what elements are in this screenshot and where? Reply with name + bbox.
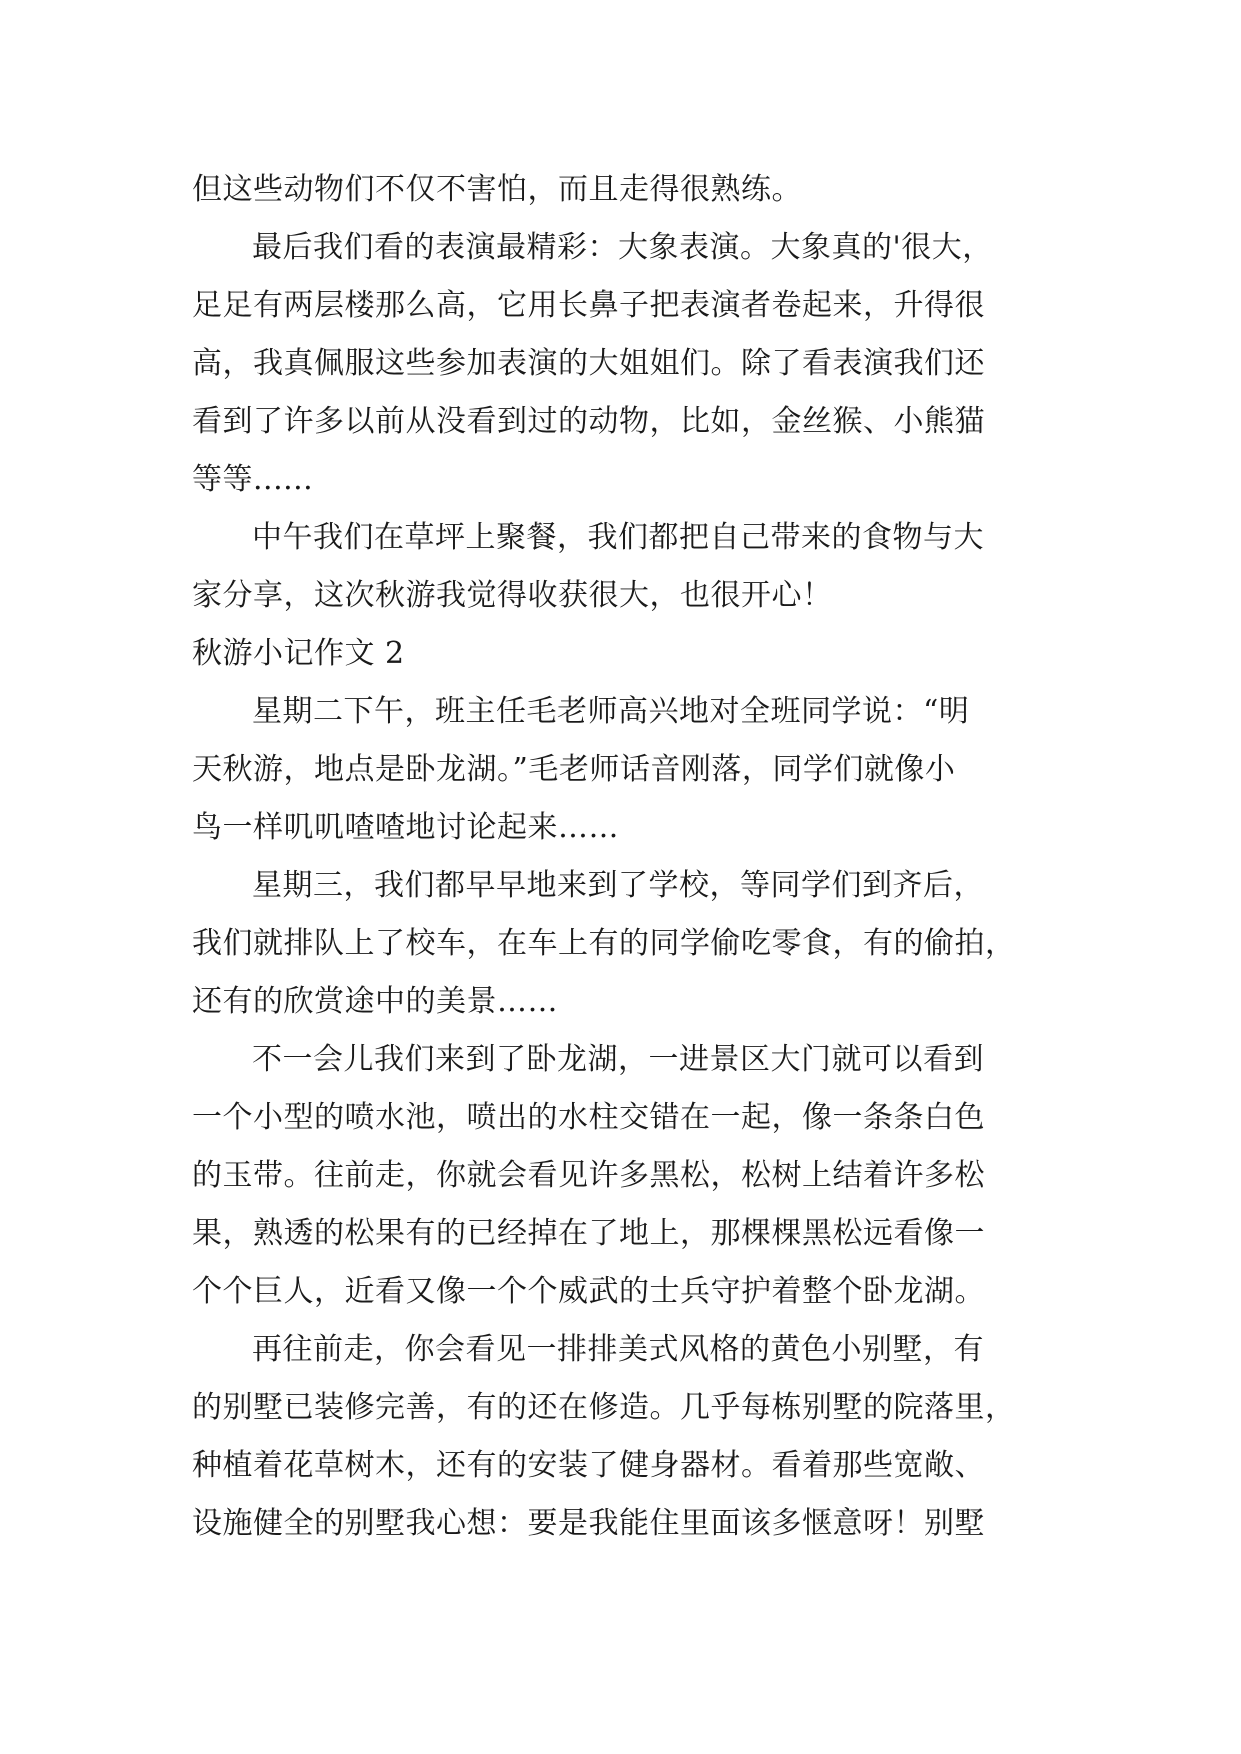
text-line: 果，熟透的松果有的已经掉在了地上，那棵棵黑松远看像一 <box>192 1216 985 1251</box>
text-line: 看到了许多以前从没看到过的动物，比如，金丝猴、小熊猫 <box>192 404 985 439</box>
paragraph-start: 不一会儿我们来到了卧龙湖，一进景区大门就可以看到 <box>252 1042 984 1077</box>
text-line: 天秋游，地点是卧龙湖。”毛老师话音刚落，同学们就像小 <box>192 752 956 787</box>
text-line: 还有的欣赏途中的美景…… <box>192 984 558 1019</box>
text-line: 等等...... <box>192 462 314 497</box>
text-line: 的玉带。往前走，你就会看见许多黑松，松树上结着许多松 <box>192 1158 985 1193</box>
text-line: 的别墅已装修完善，有的还在修造。几乎每栋别墅的院落里， <box>192 1390 1016 1425</box>
text-line: 一个小型的喷水池，喷出的水柱交错在一起，像一条条白色 <box>192 1100 985 1135</box>
paragraph-start: 中午我们在草坪上聚餐，我们都把自己带来的食物与大 <box>252 520 984 555</box>
text-line: 设施健全的别墅我心想：要是我能住里面该多惬意呀！别墅 <box>192 1506 985 1541</box>
paragraph-start: 最后我们看的表演最精彩：大象表演。大象真的'很大， <box>252 230 993 265</box>
paragraph-start: 星期三，我们都早早地来到了学校，等同学们到齐后， <box>252 868 984 903</box>
text-line: 足足有两层楼那么高，它用长鼻子把表演者卷起来，升得很 <box>192 288 985 323</box>
text-line: 个个巨人，近看又像一个个威武的士兵守护着整个卧龙湖。 <box>192 1274 985 1309</box>
paragraph-start: 星期二下午，班主任毛老师高兴地对全班同学说：“明 <box>252 694 970 729</box>
text-line: 但这些动物们不仅不害怕，而且走得很熟练。 <box>192 172 802 207</box>
paragraph-start: 再往前走，你会看见一排排美式风格的黄色小别墅，有 <box>252 1332 984 1367</box>
text-line: 鸟一样叽叽喳喳地讨论起来…… <box>192 810 619 845</box>
text-line: 我们就排队上了校车，在车上有的同学偷吃零食，有的偷拍， <box>192 926 1016 961</box>
text-line: 种植着花草树木，还有的安装了健身器材。看着那些宽敞、 <box>192 1448 985 1483</box>
text-line: 家分享，这次秋游我觉得收获很大，也很开心！ <box>192 578 833 613</box>
section-heading: 秋游小记作文 2 <box>192 636 405 671</box>
text-line: 高，我真佩服这些参加表演的大姐姐们。除了看表演我们还 <box>192 346 985 381</box>
